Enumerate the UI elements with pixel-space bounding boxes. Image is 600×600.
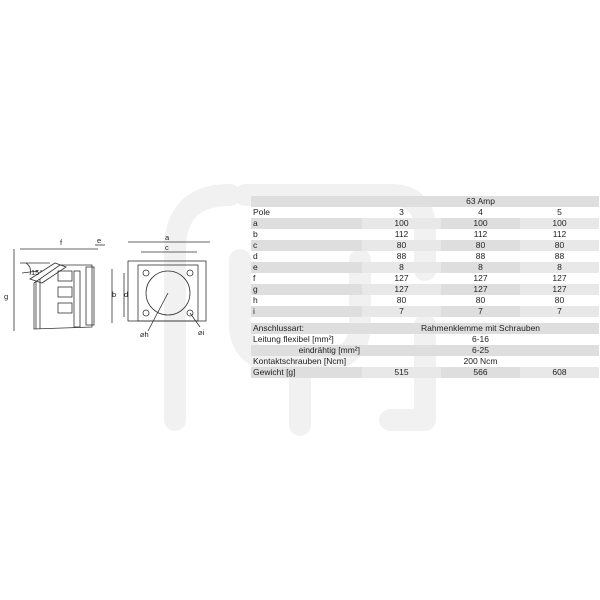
table-row: h 80 80 80: [253, 295, 565, 305]
spec-table: [251, 196, 599, 378]
leitung-flexibel-row: Leitung flexibel [mm²] 6-16: [253, 334, 490, 344]
table-row: b 112 112 112: [253, 229, 567, 239]
dim-label-f: f: [60, 238, 63, 247]
table-row: e 8 8 8: [251, 262, 599, 273]
dim-label-b: b: [112, 290, 117, 299]
dim-label-c: c: [165, 243, 169, 252]
table-row: d 88 88 88: [253, 251, 565, 261]
pole-5: 5: [557, 207, 562, 217]
kontaktschrauben-row: Kontaktschrauben [Ncm] 200 Ncm: [253, 356, 498, 366]
pole-3: 3: [399, 207, 404, 217]
table-row: i 7 7 7: [251, 306, 599, 317]
pole-4: 4: [478, 207, 483, 217]
dim-label-i: ⌀i: [198, 328, 205, 337]
dim-label-e: e: [97, 236, 102, 245]
table-row: g 127 127 127: [251, 284, 599, 295]
gewicht-row: Gewicht [g] 515 566 608: [251, 367, 599, 378]
dim-label-a: a: [165, 235, 170, 242]
amp-header: 63 Amp: [362, 196, 599, 207]
dimension-drawing: [0, 235, 250, 345]
pole-label: Pole: [253, 207, 271, 217]
dim-label-g: g: [4, 292, 9, 301]
dim-label-angle: 15°: [31, 268, 43, 277]
table-row: a 100 100 100: [251, 218, 599, 229]
side-view: [14, 245, 105, 331]
pole-row: [251, 207, 599, 218]
front-view: [112, 242, 210, 331]
table-row: f 127 127 127: [253, 273, 567, 283]
table-row: c 80 80 80: [251, 240, 599, 251]
eindraehtig-row: eindrähtig [mm²] 6-25: [251, 345, 599, 356]
table-header-row: [251, 196, 599, 207]
anschlussart-row: Anschlussart: Rahmenklemme mit Schrauben: [251, 323, 599, 334]
dim-label-d: d: [124, 290, 129, 299]
dim-label-h: ⌀h: [140, 330, 149, 339]
